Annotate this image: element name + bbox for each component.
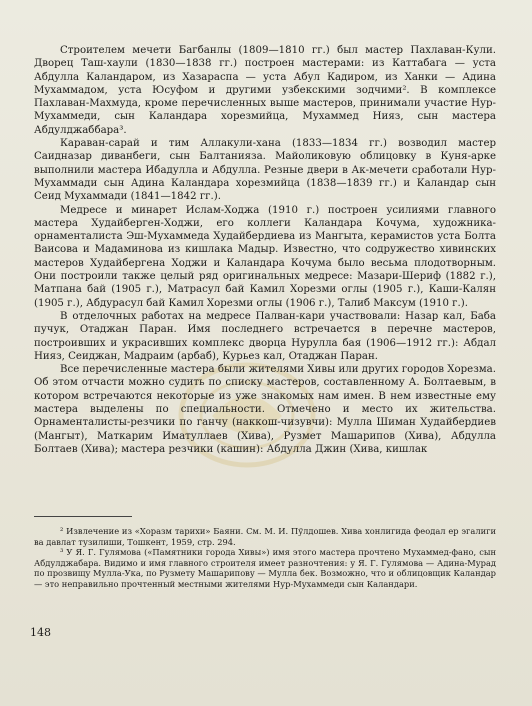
footnote-3: ³ У Я. Г. Гулямова («Памятники города Хивы») имя этого мастера прочтено Мухаммед-фано, сын Абдулджабара. Видимо и имя главного строителя имеет разночтения: у Я. Г. Гулямова — Адина-Мурад по прозвищу Мулла-Ука, по Рузмету Машарипову — Мулла бек. Возможно, что и облицовщик Каландар — это неправильно прочтенный местными жителями Нур-Мухаммеди сын Каландари.	[34, 547, 496, 589]
footnote-divider	[34, 516, 132, 517]
paragraph-5: Все перечисленные мастера были жителями Хивы или других городов Хорезма. Об этом отчасти можно судить по списку мастеров, составленному А. Болтаевым, в котором встречаются некоторые из уже знакомых нам имен. В нем известные ему мастера выделены по специальности. Отмечено и место их жительства. Орнаменталисты-резчики по ганчу (наккош-чизувчи): Мулла Шиман Худайбердиев (Мангыт), Маткарим Иматуллаев (Хива), Рузмет Машарипов (Хива), Абдулла Болтаев (Хива); мастера резчики (кашин): Абдулла Джин (Хива, кишлак	[34, 364, 496, 455]
paragraph-2: Караван-сарай и тим Аллакули-хана (1833—1834 гг.) возводил мастер Саидназар диванбеги, сын Балтанияза. Майоликовую облицовку в Куня-арке выполнили мастера Ибадулла и Абдулла. Резные двери в Ак-мечети сработали Нур-Мухаммади сын Адина Каландара хорезмийца (1838—1839 гг.) и Каландар сын Сеид Мухаммади (1841—1842 гг.).	[34, 138, 496, 203]
main-text	[34, 44, 496, 456]
paragraph-4: В отделочных работах на медресе Палван-кари участвовали: Назар кал, Баба пучук, Отаджан Паран. Имя последнего встречается в перечне мастеров, построивших и украсивших комплекс дворца Нурулла бая (1906—1912 гг.): Абдал Нияз, Сеиджан, Мадраим (арбаб), Курьез кал, Отаджан Паран.	[34, 310, 496, 362]
page-number: 148	[30, 626, 51, 639]
paragraph-3: Медресе и минарет Ислам-Ходжа (1910 г.) построен усилиями главного мастера Худайберген-Ходжи, его коллеги Каландара Кочума, художника-орнаменталиста Эш-Мухаммеда Худайбердиева из Мангыта, керамистов уста Болта Ваисова и Мадаминова из кишлака Мадыр. Известно, что содружество хивинских мастеров Худайбергена Ходжи и Каландара Кочума было весьма плодотворным. Они построили также целый ряд оригинальных медресе: Мазари-Шериф (1882 г.), Матпана бай (1905 г.), Матрасул бай Камил Хорезми оглы (1905 г.), Каши-Калян (1905 г.), Абдурасул бай Камил Хорезми оглы (1906 г.), Талиб Максум (1910 г.).	[34, 204, 496, 309]
footnote-2: ² Извлечение из «Хоразм тарихи» Баяни. См. М. И. Пўлдошев. Хива хонлигида феодал ер эгалиги ва давлат тузилиши, Тошкент, 1959, стр. 294.	[34, 526, 496, 547]
footnotes	[34, 526, 496, 590]
paragraph-1: Строителем мечети Багбанлы (1809—1810 гг.) был мастер Пахлаван-Кули. Дворец Таш-хаули (1830—1838 гг.) построен мастерами: из Каттабага — уста Абдулла Каландаром, из Хазараспа — уста Абул Кадиром, из Ханки — Адина Мухаммадом, уста Юсуфом и другими узбекскими зодчими². В комплексе Пахлаван-Махмуда, кроме перечисленных выше мастеров, принимали участие Нур-Мухаммеди, сын Каландара хорезмийца, Мухаммед Нияз, сын мастера Абдулджаббара³.	[34, 45, 496, 136]
